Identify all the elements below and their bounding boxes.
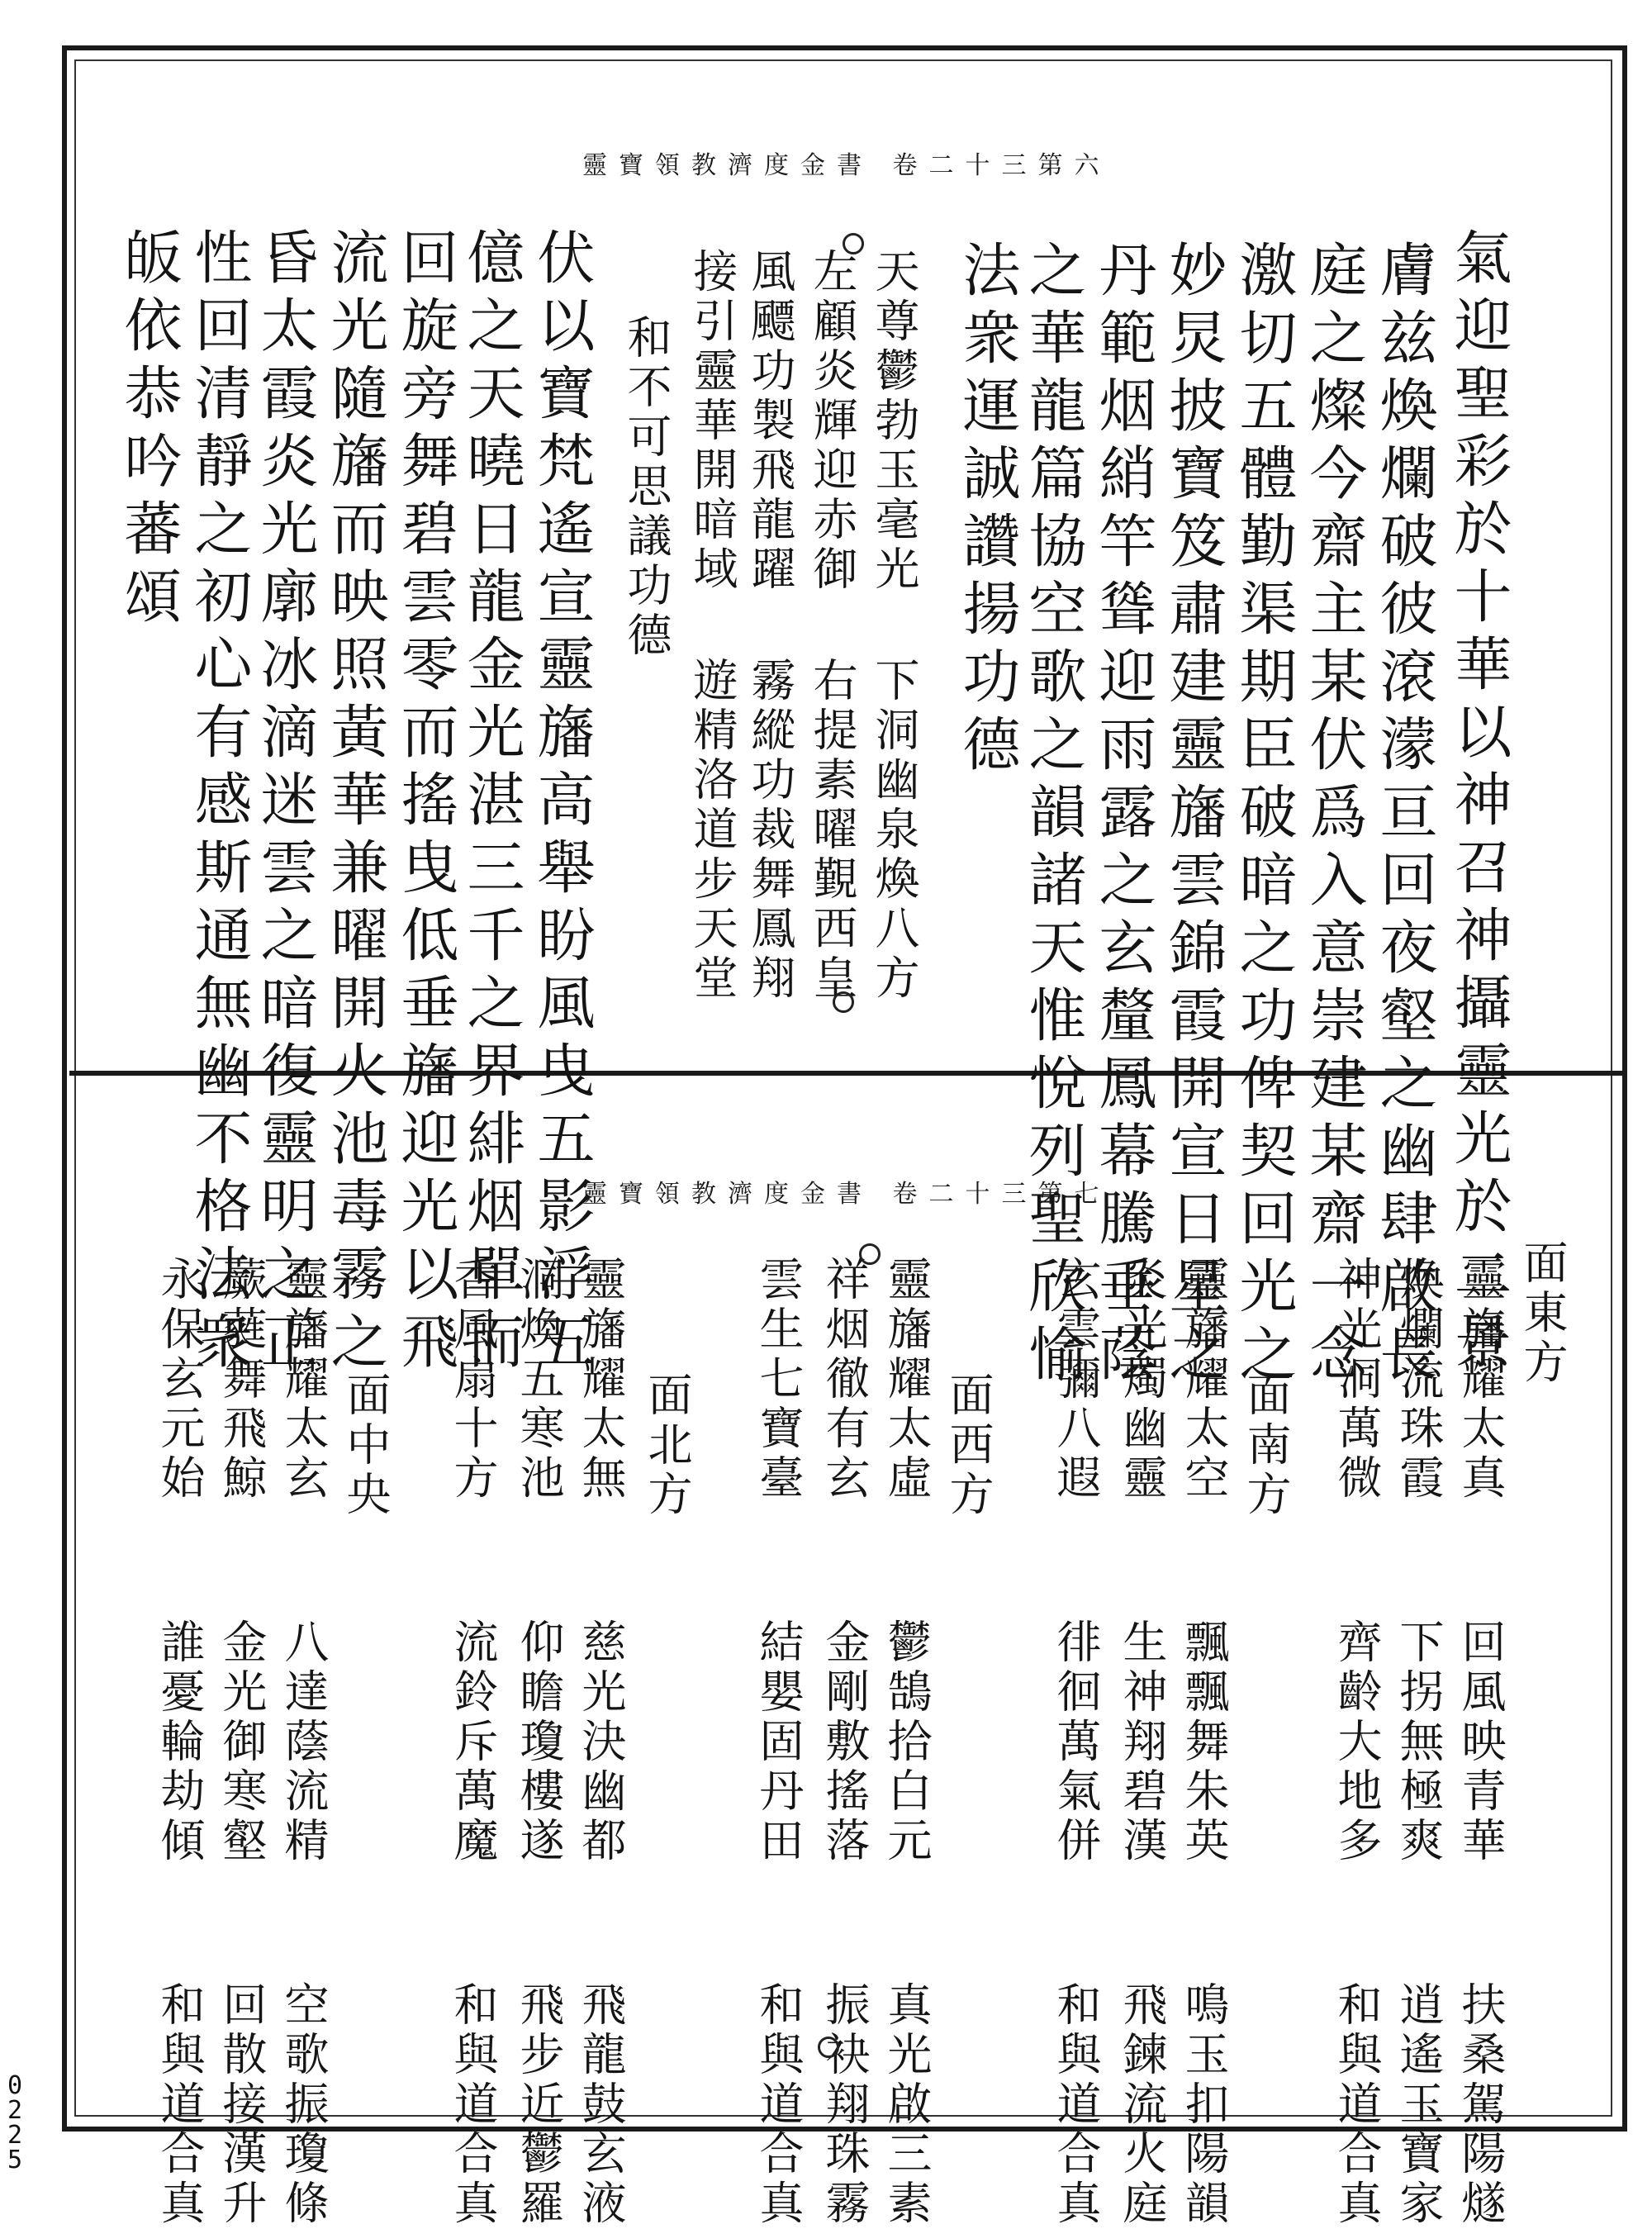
top-column-5: 妙炅披寶笈肅建靈旛雲錦霞開宣日星之 (1160, 240, 1227, 1391)
bottom-column-10: 祥烟徹有玄 金剛敷搖落 振袂翔珠霧 (819, 1256, 871, 2229)
top-verse-4b: 遊精洛道步天堂 (686, 657, 738, 1004)
bottom-column-18: 蕨蕤舞飛鯨 金光御寒壑 回散接漢升 (216, 1256, 268, 2229)
bottom-column-14: 洞煥五寒池 仰瞻瓊樓遂 飛步近鬱羅 (513, 1256, 565, 2229)
top-header: 靈寶領教濟度金書 卷二十三第六 (582, 151, 1111, 180)
top-verse-1a: 天尊鬱勃玉毫光 (868, 248, 920, 595)
section-mark-circle (833, 991, 854, 1013)
top-column-22: 昏太霞炎光廓冰滴迷雲之暗復靈明之正 (251, 227, 319, 1379)
top-column-23: 性回清靜之初心有感斯通無幽不格法衆 (185, 227, 253, 1379)
top-verse-3a: 風飃功製飛龍躍 (744, 248, 796, 595)
bottom-column-15: 香風扇十方 流鈴斥萬魔 和與道合真 (447, 1256, 499, 2229)
top-column-7: 之華龍篇協空歌之韻諸天惟悅列聖欣愉 (1019, 240, 1087, 1391)
top-column-3: 庭之燦今齋主某伏爲入意崇建某齋一念 (1300, 240, 1368, 1391)
bottom-column-7: 玄雲彌八遐 徘徊萬氣併 和與道合真 (1050, 1256, 1102, 2229)
top-verse-2a: 左顧炎輝迎赤御 (806, 248, 858, 595)
top-verse-1b: 下洞幽泉煥八方 (868, 657, 920, 1004)
top-column-24: 皈依恭吟蕃頌 (115, 227, 183, 634)
heading-north: 面北方 (641, 1371, 693, 1520)
section-mark-circle (859, 1243, 881, 1265)
top-column-2: 膚兹煥爛破彼滾濛亘回夜壑之幽肆啟長 (1370, 240, 1438, 1391)
bottom-column-13: 靈旛耀太無 慈光決幽都 飛龍鼓玄液 (575, 1256, 627, 2229)
top-column-6: 丹範烟綃竿聳迎雨露之玄釐鳳幕騰垂蔭 (1089, 240, 1157, 1391)
top-column-19: 億之天曉日龍金光湛三千之界緋烟單而 (458, 227, 525, 1379)
top-column-4: 激切五體勤渠期臣破暗之功俾契回光之 (1230, 240, 1298, 1391)
heading-west: 面西方 (942, 1371, 995, 1520)
top-column-1: 氣迎聖彩於十華以神召神攝靈光於二景 (1445, 227, 1512, 1379)
section-mark-circle (818, 2037, 839, 2058)
bottom-column-19: 永保玄元始 誰憂輪劫傾 和與道合真 (154, 1256, 206, 2229)
bottom-column-1: 靈旛耀太真 回風映青華 扶桑駕陽燧 (1455, 1256, 1507, 2229)
bottom-column-11: 雲生七寶臺 結嬰固丹田 和與道合真 (752, 1256, 805, 2229)
top-verse-4a: 接引靈華開暗域 (686, 248, 738, 595)
top-column-8: 法衆運誠讚揚功德 (953, 240, 1021, 782)
heading-south: 面南方 (1240, 1371, 1292, 1520)
bottom-column-3: 神光洞萬微 齊齡大地多 和與道合真 (1331, 1256, 1383, 2229)
top-column-21: 流光隨旛而映照黃華兼曜開火池毒霧之 (321, 227, 389, 1379)
bottom-column-6: 炎光燭幽靈 生神翔碧漢 飛鍊流火庭 (1116, 1256, 1168, 2229)
bottom-column-5: 靈旛耀太空 飄飄舞朱英 鳴玉扣陽韻 (1178, 1256, 1230, 2229)
bottom-column-17: 靈旛耀太玄 八達蔭流精 空歌振瓊條 (278, 1256, 330, 2229)
top-verse-3b: 霧縱功裁舞鳳翔 (744, 657, 796, 1004)
bottom-header: 靈寶領教濟度金書 卷二十三第七 (582, 1180, 1111, 1209)
top-verse-2b: 右提素曜覲西皇 (806, 657, 858, 1004)
top-column-20: 回旋旁舞碧雲零而搖曳低垂旛迎光以飛 (392, 227, 459, 1379)
heading-east: 面東方 (1517, 1239, 1569, 1388)
page-number: 0225 (7, 2071, 23, 2174)
heading-center: 面中央 (339, 1371, 392, 1520)
top-refrain: 和不可思議功德 (620, 314, 672, 661)
bottom-column-9: 靈旛耀太虛 鬱鵠拾白元 真光啟三素 (881, 1256, 933, 2229)
bottom-column-2: 煥爛流珠霞 下拐無極爽 逍遙玉寶家 (1393, 1256, 1445, 2229)
top-column-18: 伏以寶梵遙宣靈旛高舉盼風曳五影浮五 (528, 227, 596, 1379)
section-mark-circle (843, 233, 864, 254)
